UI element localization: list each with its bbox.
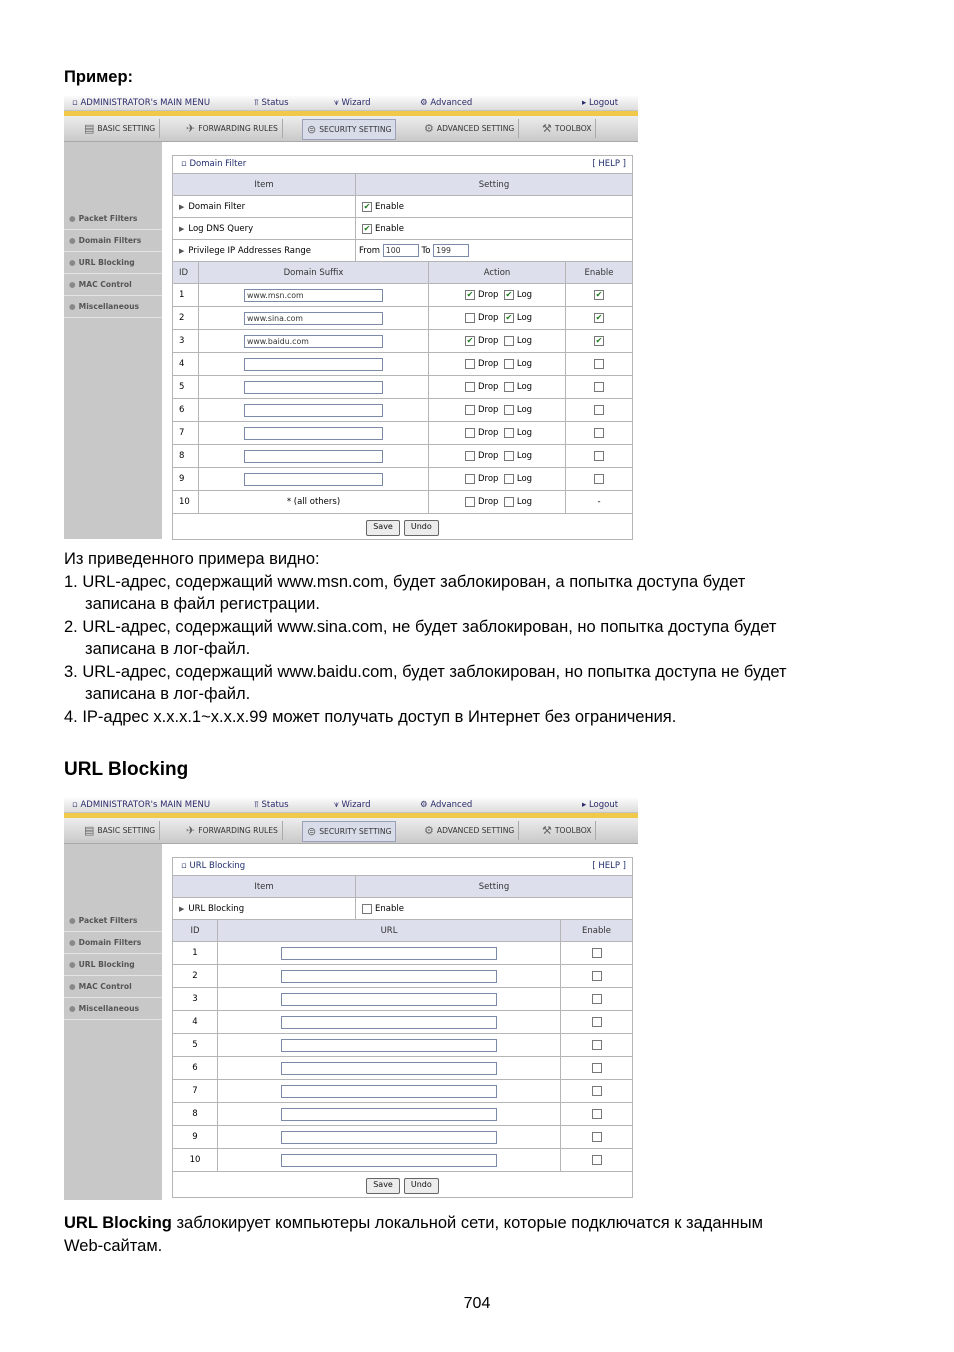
entry-id: 8 — [173, 445, 199, 467]
table-row — [173, 1080, 632, 1103]
main-menu-link[interactable]: ▫ ADMINISTRATOR's MAIN MENU — [72, 98, 211, 108]
log-label: Log — [516, 336, 533, 346]
drop-label: Drop — [478, 451, 499, 461]
drop-checkbox[interactable] — [465, 474, 475, 484]
status-link[interactable]: ⫪ Status — [254, 98, 289, 108]
sidebar-item-mac-control[interactable]: ● MAC Control — [64, 274, 162, 296]
domain-suffix-input[interactable]: www.msn.com — [244, 289, 383, 302]
drop-label: Drop — [478, 428, 499, 438]
log-label: Log — [516, 428, 533, 438]
privilege-range-row: ▶ Privilege IP Addresses Range From 100 To 199 — [173, 240, 632, 262]
tab-basic-setting[interactable]: ▤ BASIC SETTING — [80, 119, 160, 138]
log-dns-enable-checkbox[interactable]: ✔ — [363, 223, 371, 233]
domain-suffix-input[interactable]: www.sina.com — [244, 312, 383, 325]
forward-icon: ✈ — [186, 122, 196, 135]
log-checkbox[interactable] — [504, 336, 514, 346]
url-blocking-enable-checkbox[interactable] — [362, 904, 372, 914]
drop-checkbox[interactable] — [465, 428, 475, 438]
enable-checkbox[interactable] — [594, 428, 604, 438]
domain-suffix-input[interactable]: www.baidu.com — [244, 335, 383, 348]
entries-header: ID URL Enable — [173, 920, 632, 942]
gear-icon: ⚙ — [424, 122, 434, 135]
table-row — [173, 376, 632, 399]
tab-toolbox[interactable]: ⚒ TOOLBOX — [538, 119, 596, 138]
sidebar — [64, 142, 162, 539]
enable-checkbox[interactable] — [592, 994, 602, 1004]
log-checkbox[interactable]: ✔ — [505, 290, 513, 299]
drop-label: Drop — [478, 359, 499, 369]
drop-label: Drop — [478, 313, 499, 323]
top-nav — [64, 96, 638, 111]
enable-checkbox[interactable] — [592, 948, 602, 958]
enable-checkbox[interactable]: ✔ — [595, 336, 603, 345]
url-input[interactable] — [281, 1085, 497, 1098]
table-row — [173, 1011, 632, 1034]
help-link[interactable]: [ HELP ] — [592, 159, 626, 169]
enable-checkbox[interactable]: ✔ — [595, 313, 603, 322]
logout-link[interactable]: ▸ Logout — [582, 800, 619, 810]
drop-checkbox[interactable]: ✔ — [466, 290, 474, 299]
table-row — [173, 468, 632, 491]
toolbox-icon: ⚒ — [542, 122, 552, 135]
log-label: Log — [516, 359, 533, 369]
log-checkbox[interactable] — [504, 359, 514, 369]
entry-id: 1 — [173, 942, 218, 964]
drop-label: Drop — [478, 290, 499, 300]
entry-id: 2 — [173, 965, 218, 987]
entry-id: 6 — [173, 399, 199, 421]
table-row — [173, 399, 632, 422]
table-row — [173, 1034, 632, 1057]
enable-checkbox[interactable] — [594, 382, 604, 392]
advanced-icon: ⚙ — [420, 98, 428, 108]
tab-bar — [64, 813, 638, 844]
table-header: Item Setting — [173, 876, 632, 898]
drop-label: Drop — [478, 382, 499, 392]
panel-title: ▫ URL Blocking [ HELP ] — [173, 858, 632, 876]
drop-checkbox[interactable] — [465, 451, 475, 461]
url-blocking-row: ▶ URL Blocking Enable — [173, 898, 632, 920]
entry-id: 8 — [173, 1103, 218, 1125]
drop-checkbox[interactable] — [465, 497, 475, 507]
log-label: Log — [516, 451, 533, 461]
tab-advanced-setting[interactable]: ⚙ ADVANCED SETTING — [420, 119, 519, 138]
page-number: 704 — [463, 1295, 491, 1312]
from-input[interactable]: 100 — [383, 244, 419, 257]
example-label: Пример: — [64, 68, 134, 86]
enable-checkbox[interactable] — [594, 451, 604, 461]
domain-suffix-input[interactable] — [244, 473, 383, 486]
lock-icon: ⊜ — [307, 123, 317, 136]
url-blocking-heading: URL Blocking — [64, 759, 189, 780]
entry-id: 9 — [173, 468, 199, 490]
url-input[interactable] — [281, 993, 497, 1006]
drop-label: Drop — [478, 405, 499, 415]
enable-checkbox[interactable] — [592, 1155, 602, 1165]
sidebar-item-miscellaneous[interactable]: ● Miscellaneous — [64, 998, 162, 1020]
gear-icon: ⚙ — [424, 824, 434, 837]
domain-filter-panel — [172, 155, 633, 540]
log-label: Log — [516, 474, 533, 484]
table-row — [173, 965, 632, 988]
advanced-icon: ⚙ — [420, 800, 428, 810]
drop-checkbox[interactable] — [465, 405, 475, 415]
url-input[interactable] — [281, 1108, 497, 1121]
entry-id: 7 — [173, 1080, 218, 1102]
tab-forwarding-rules[interactable]: ✈ FORWARDING RULES — [182, 119, 283, 138]
button-row — [173, 514, 632, 542]
sidebar-item-url-blocking[interactable]: ● URL Blocking — [64, 954, 162, 976]
wizard-icon: ⩛ — [334, 800, 339, 810]
domain-suffix-input[interactable] — [244, 450, 383, 463]
sidebar — [64, 844, 162, 1200]
log-checkbox[interactable] — [504, 451, 514, 461]
entry-id: 3 — [173, 330, 199, 352]
log-label: Log — [516, 382, 533, 392]
wizard-link[interactable]: ⩛ Wizard — [334, 800, 371, 810]
log-label: Log — [516, 290, 533, 300]
enable-checkbox[interactable] — [594, 474, 604, 484]
enable-checkbox[interactable] — [594, 359, 604, 369]
tab-basic-setting[interactable]: ▤ BASIC SETTING — [80, 821, 160, 840]
advanced-link[interactable]: ⚙ Advanced — [420, 800, 473, 810]
help-link[interactable]: [ HELP ] — [592, 861, 626, 871]
entry-id: 9 — [173, 1126, 218, 1148]
drop-checkbox[interactable] — [465, 359, 475, 369]
wizard-icon: ⩛ — [334, 98, 339, 108]
domain-suffix-input[interactable] — [244, 404, 383, 417]
tab-advanced-setting[interactable]: ⚙ ADVANCED SETTING — [420, 821, 519, 840]
entries-header: ID Domain Suffix Action Enable — [173, 262, 632, 284]
sidebar-item-packet-filters[interactable]: ● Packet Filters — [64, 208, 162, 230]
wizard-link[interactable]: ⩛ Wizard — [334, 98, 371, 108]
advanced-link[interactable]: ⚙ Advanced — [420, 98, 473, 108]
explanation: Из приведенного примера видно: 1. URL-адрес, содержащий www.msn.com, будет заблокирован, а попытка доступа будет записана в файл регистрации. 2. URL-адрес, содержащий www.sina.com, не будет заблокирован, но попытка доступа будет записана в лог-файл. 3. URL-адрес, содержащий www.baidu.com, будет заблокирован, но попытка доступа не будет записана в лог-файл. 4. IP-адрес x.x.x.1~x.x.x.99 может получать доступ в Интернет без ограничения. — [64, 550, 787, 726]
url-input[interactable] — [281, 1062, 497, 1075]
drop-checkbox[interactable] — [465, 382, 475, 392]
enable-checkbox[interactable] — [592, 971, 602, 981]
button-row — [173, 1172, 632, 1200]
router-ui-domain-filter — [64, 96, 638, 539]
drop-label: Drop — [478, 474, 499, 484]
panel-title: ▫ Domain Filter [ HELP ] — [173, 156, 632, 174]
url-input[interactable] — [281, 1154, 497, 1167]
enable-checkbox[interactable] — [592, 1017, 602, 1027]
table-row — [173, 284, 632, 307]
log-label: Log — [516, 405, 533, 415]
url-input[interactable] — [281, 1039, 497, 1052]
footer-text: URL Blocking заблокирует компьютеры локальной сети, которые подключатся к заданным Web-сайтам. — [64, 1214, 763, 1255]
tab-forwarding-rules[interactable]: ✈ FORWARDING RULES — [182, 821, 283, 840]
table-row — [173, 330, 632, 353]
entry-id: 7 — [173, 422, 199, 444]
toolbox-icon: ⚒ — [542, 824, 552, 837]
table-row: 10 * (all others) Drop Log - — [173, 491, 632, 514]
top-nav — [64, 798, 638, 813]
entry-id: 4 — [173, 1011, 218, 1033]
log-label: Log — [516, 313, 533, 323]
status-icon: ⫪ — [254, 800, 259, 810]
entry-id: 3 — [173, 988, 218, 1010]
tab-security-setting[interactable]: ⊜ SECURITY SETTING — [302, 821, 396, 842]
tab-bar — [64, 111, 638, 142]
url-input[interactable] — [281, 1131, 497, 1144]
status-link[interactable]: ⫪ Status — [254, 800, 289, 810]
enable-checkbox[interactable] — [594, 405, 604, 415]
enable-checkbox[interactable]: ✔ — [595, 290, 603, 299]
enable-checkbox[interactable] — [592, 1086, 602, 1096]
entry-id: 2 — [173, 307, 199, 329]
entry-id: 1 — [173, 284, 199, 306]
entry-id: 6 — [173, 1057, 218, 1079]
table-header: Item Setting — [173, 174, 632, 196]
entry-id: 10 — [173, 1149, 218, 1171]
log-checkbox[interactable] — [504, 474, 514, 484]
drop-checkbox[interactable]: ✔ — [466, 336, 474, 345]
enable-checkbox[interactable] — [592, 1132, 602, 1142]
to-input[interactable]: 199 — [433, 244, 469, 257]
lock-icon: ⊜ — [307, 825, 317, 838]
entry-id: 4 — [173, 353, 199, 375]
tab-toolbox[interactable]: ⚒ TOOLBOX — [538, 821, 596, 840]
sidebar-item-url-blocking[interactable]: ● URL Blocking — [64, 252, 162, 274]
table-row — [173, 422, 632, 445]
status-icon: ⫪ — [254, 98, 259, 108]
folder-icon: ▤ — [84, 824, 95, 837]
domain-filter-enable-checkbox[interactable]: ✔ — [363, 201, 371, 211]
log-checkbox[interactable] — [504, 382, 514, 392]
domain-suffix-input[interactable] — [244, 358, 383, 371]
drop-label: Drop — [478, 336, 499, 346]
sidebar-item-domain-filters[interactable]: ● Domain Filters — [64, 932, 162, 954]
folder-icon: ▤ — [84, 122, 95, 135]
sidebar-item-mac-control[interactable]: ● MAC Control — [64, 976, 162, 998]
table-row — [173, 445, 632, 468]
enable-checkbox[interactable] — [592, 1109, 602, 1119]
entry-id: 5 — [173, 1034, 218, 1056]
sidebar-item-packet-filters[interactable]: ● Packet Filters — [64, 910, 162, 932]
domain-filter-row: ▶ Domain Filter ✔ Enable — [173, 196, 632, 218]
enable-checkbox[interactable] — [592, 1063, 602, 1073]
url-blocking-panel — [172, 857, 633, 1198]
save-button[interactable]: Save — [366, 1178, 400, 1194]
url-input[interactable] — [281, 947, 497, 960]
drop-checkbox[interactable] — [465, 313, 475, 323]
log-dns-query-row: ▶ Log DNS Query ✔ Enable — [173, 218, 632, 240]
table-row — [173, 988, 632, 1011]
tab-security-setting[interactable]: ⊜ SECURITY SETTING — [302, 119, 396, 140]
table-row — [173, 1057, 632, 1080]
table-row — [173, 942, 632, 965]
url-input[interactable] — [281, 1016, 497, 1029]
enable-checkbox[interactable] — [592, 1040, 602, 1050]
log-checkbox[interactable]: ✔ — [505, 313, 513, 322]
undo-button[interactable]: Undo — [404, 1178, 439, 1194]
table-row — [173, 1103, 632, 1126]
main-menu-link[interactable]: ▫ ADMINISTRATOR's MAIN MENU — [72, 800, 211, 810]
table-row — [173, 307, 632, 330]
table-row — [173, 1126, 632, 1149]
router-ui-url-blocking — [64, 798, 638, 1200]
sidebar-item-miscellaneous[interactable]: ● Miscellaneous — [64, 296, 162, 318]
log-checkbox[interactable] — [504, 497, 514, 507]
domain-suffix-input[interactable] — [244, 381, 383, 394]
save-button[interactable]: Save — [366, 520, 400, 536]
forward-icon: ✈ — [186, 824, 196, 837]
table-row — [173, 353, 632, 376]
log-checkbox[interactable] — [504, 428, 514, 438]
entry-id: 5 — [173, 376, 199, 398]
domain-suffix-input[interactable] — [244, 427, 383, 440]
log-checkbox[interactable] — [504, 405, 514, 415]
undo-button[interactable]: Undo — [404, 520, 439, 536]
logout-link[interactable]: ▸ Logout — [582, 98, 619, 108]
table-row — [173, 1149, 632, 1172]
url-input[interactable] — [281, 970, 497, 983]
sidebar-item-domain-filters[interactable]: ● Domain Filters — [64, 230, 162, 252]
